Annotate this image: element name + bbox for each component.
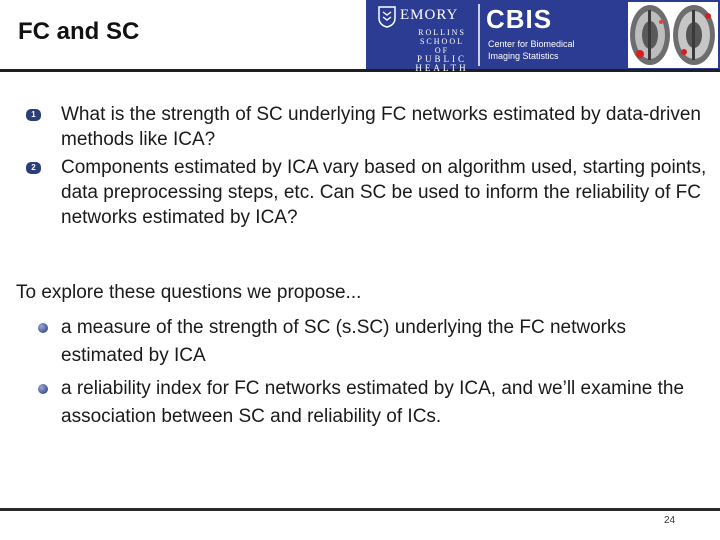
rollins-line: PUBLIC	[416, 54, 467, 64]
proposal-text: a measure of the strength of SC (s.SC) underlying the FC networks estimated by ICA	[61, 317, 626, 366]
cbis-subtitle-line: Imaging Statistics	[488, 51, 559, 61]
brain-scan-image	[628, 2, 718, 68]
question-text: Components estimated by ICA vary based on algorithm used, starting points, data preprocessing steps, etc. Can SC be used to inform the reliability of FC networks estimated by ICA?	[61, 157, 707, 228]
logo-banner	[366, 0, 720, 73]
page-number: 24	[664, 515, 676, 526]
slide-header	[0, 0, 720, 72]
proposal-item	[36, 375, 706, 431]
proposal-list	[36, 314, 706, 436]
proposal-intro: To explore these questions we propose...	[16, 282, 362, 303]
emory-shield-icon	[378, 6, 396, 28]
bullet-icon	[38, 384, 48, 394]
rollins-wordmark	[412, 28, 472, 73]
proposal-text: a reliability index for FC networks estimated by ICA, and we’ll examine the association between SC and reliability of ICs.	[61, 378, 685, 427]
question-list	[26, 102, 716, 233]
number-badge: 2	[26, 162, 41, 174]
question-item	[26, 155, 716, 230]
footer-rule	[0, 508, 720, 511]
cbis-subtitle-line: Center for Biomedical	[488, 39, 575, 49]
proposal-item	[36, 314, 706, 370]
logo-divider	[478, 4, 480, 66]
rollins-line: SCHOOL OF	[419, 37, 464, 55]
emory-wordmark: EMORY	[400, 7, 459, 23]
number-badge: 1	[26, 109, 41, 121]
cbis-wordmark: CBIS	[486, 4, 553, 34]
question-text: What is the strength of SC underlying FC networks estimated by data-driven methods like ICA?	[61, 104, 701, 150]
rollins-line: ROLLINS	[418, 28, 466, 37]
rollins-line: HEALTH	[415, 63, 469, 73]
question-item	[26, 102, 716, 152]
slide-title: FC and SC	[18, 18, 140, 45]
cbis-subtitle	[488, 38, 598, 62]
bullet-icon	[38, 323, 48, 333]
emory-rollins-logo	[372, 4, 472, 73]
